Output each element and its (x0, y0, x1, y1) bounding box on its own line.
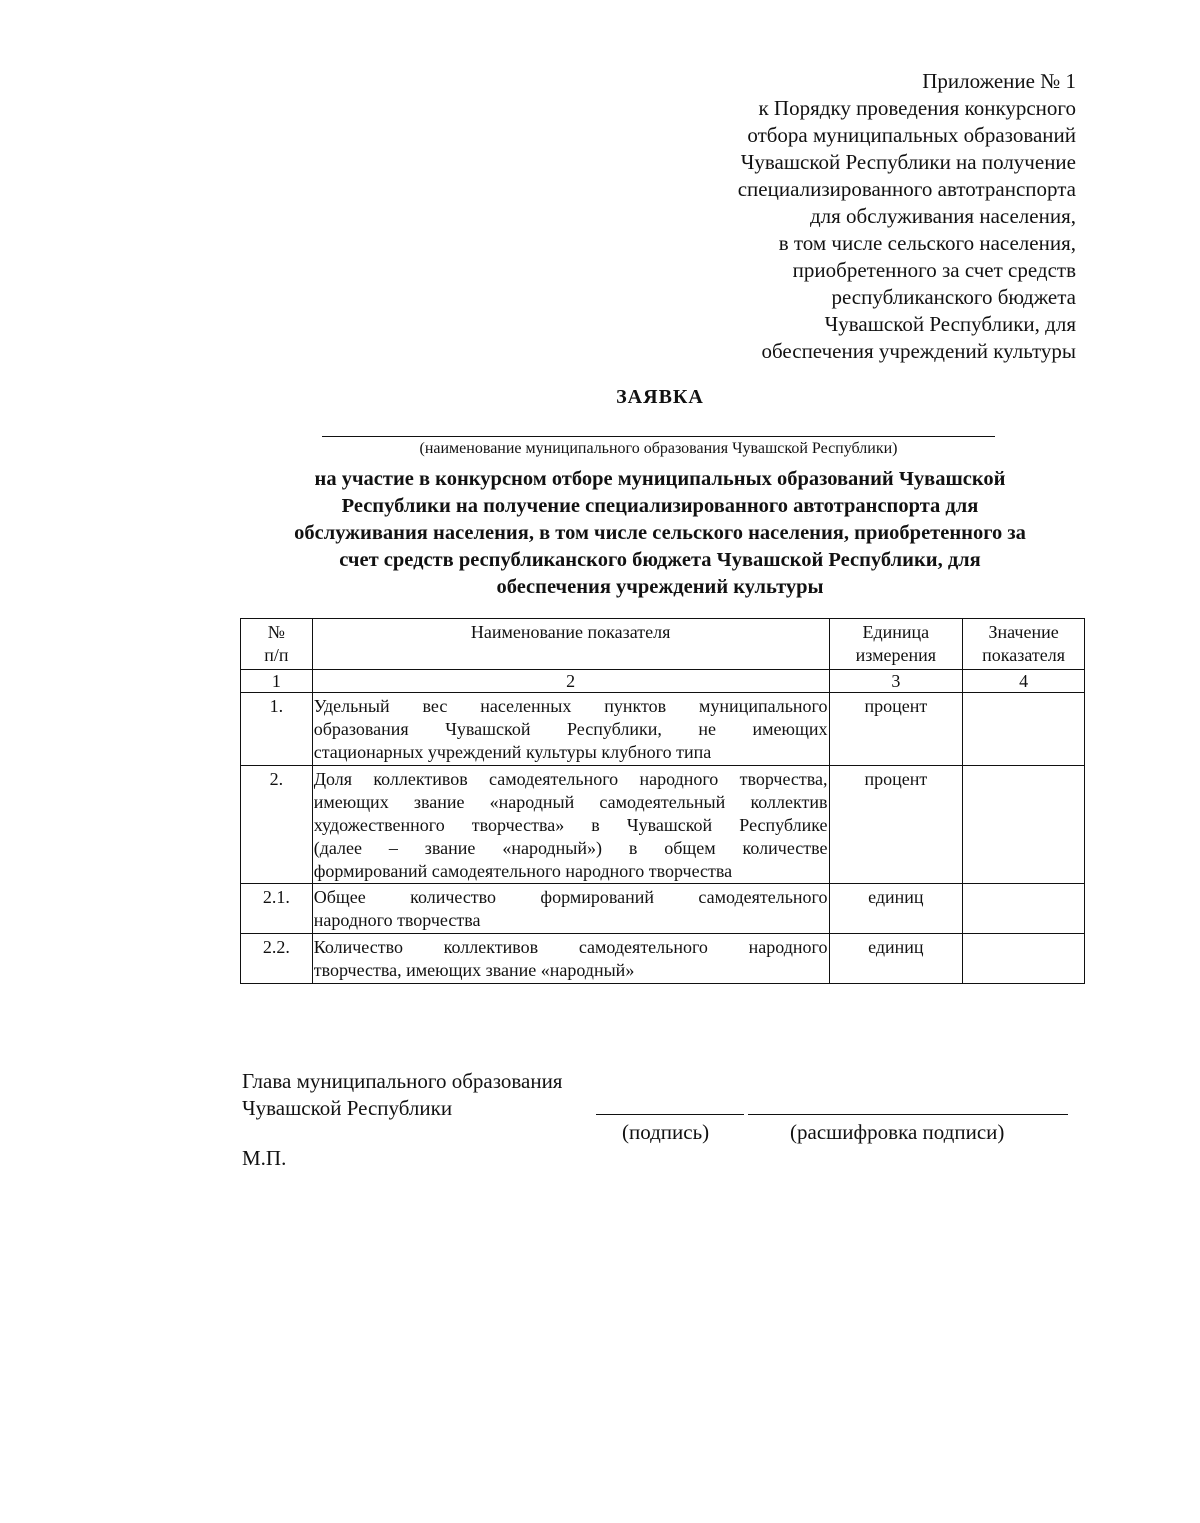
appendix-line: обеспечения учреждений культуры (761, 339, 1076, 363)
column-index: 1 (241, 670, 313, 693)
column-index: 2 (312, 670, 829, 693)
signature-decoding-field[interactable] (748, 1114, 1068, 1115)
subtitle-line: обеспечения учреждений культуры (496, 576, 824, 598)
appendix-line: Чувашской Республики на получение (740, 150, 1076, 174)
header-num-line: № (267, 622, 285, 642)
appendix-block (556, 68, 1076, 365)
header-unit-line: измерения (855, 645, 937, 665)
indicator-line: стационарных учреждений культуры клубного типа (313, 742, 712, 762)
signature-decoding-caption: (расшифровка подписи) (790, 1120, 1005, 1144)
indicator-line: Удельный вес населенных пунктов муниципального (313, 696, 828, 716)
row-number: 2. (241, 766, 313, 884)
row-unit: единиц (829, 884, 963, 934)
row-indicator-name (312, 884, 829, 934)
subtitle-line: на участие в конкурсном отборе муниципальных образований Чувашской (314, 468, 1006, 490)
row-indicator-name (312, 934, 829, 984)
row-value-input[interactable] (963, 934, 1085, 984)
appendix-line: в том числе сельского населения, (778, 231, 1076, 255)
document-title: ЗАЯВКА (616, 386, 704, 408)
table-row (241, 884, 1085, 934)
row-indicator-name (312, 693, 829, 766)
indicator-line: художественного творчества» в Чувашской Республике (313, 815, 828, 835)
municipality-name-caption: (наименование муниципального образования Чувашской Республики) (419, 440, 898, 457)
table-header-row (241, 619, 1085, 670)
row-unit: процент (829, 766, 963, 884)
header-value-line: показателя (982, 645, 1066, 665)
appendix-line: отбора муниципальных образований (747, 123, 1076, 147)
signature-field[interactable] (596, 1114, 744, 1115)
table-row (241, 693, 1085, 766)
appendix-line: Чувашской Республики, для (824, 312, 1076, 336)
header-value-line: Значение (988, 622, 1059, 642)
appendix-line: республиканского бюджета (831, 285, 1076, 309)
subtitle-line: обслуживания населения, в том числе сельского населения, приобретенного за (294, 522, 1026, 544)
appendix-line: Приложение № 1 (922, 69, 1076, 93)
appendix-line: для обслуживания населения, (809, 204, 1076, 228)
appendix-line: к Порядку проведения конкурсного (758, 96, 1076, 120)
signature-caption: (подпись) (622, 1120, 710, 1144)
indicators-table (240, 618, 1085, 984)
row-indicator-name (312, 766, 829, 884)
column-index-row (241, 670, 1085, 693)
municipality-name-field[interactable] (322, 436, 995, 437)
indicator-line: формирований самодеятельного народного творчества (313, 861, 733, 881)
row-value-input[interactable] (963, 693, 1085, 766)
header-value (963, 619, 1085, 670)
indicator-line: Количество коллективов самодеятельного народного (313, 937, 828, 957)
signatory-block (242, 1068, 562, 1122)
subtitle-line: Республики на получение специализированного автотранспорта для (341, 495, 979, 517)
indicator-line: народного творчества (313, 910, 481, 930)
row-value-input[interactable] (963, 884, 1085, 934)
header-num-line: п/п (264, 645, 289, 665)
header-unit (829, 619, 963, 670)
row-unit: единиц (829, 934, 963, 984)
row-unit: процент (829, 693, 963, 766)
signatory-title-line: Глава муниципального образования (242, 1069, 563, 1093)
row-value-input[interactable] (963, 766, 1085, 884)
signatory-title-line: Чувашской Республики (242, 1096, 453, 1120)
indicator-line: Общее количество формирований самодеятельного (313, 887, 828, 907)
row-number: 2.1. (241, 884, 313, 934)
appendix-line: приобретенного за счет средств (792, 258, 1076, 282)
column-index: 4 (963, 670, 1085, 693)
indicator-line: образования Чувашской Республики, не имеющих (313, 719, 828, 739)
stamp-place-label: М.П. (242, 1146, 287, 1170)
document-subtitle (230, 466, 1090, 601)
column-index: 3 (829, 670, 963, 693)
indicator-line: Доля коллективов самодеятельного народного творчества, (313, 769, 828, 789)
subtitle-line: счет средств республиканского бюджета Чувашской Республики, для (339, 549, 981, 571)
header-unit-line: Единица (862, 622, 930, 642)
header-num (241, 619, 313, 670)
header-name-text: Наименование показателя (470, 622, 671, 642)
indicator-line: (далее – звание «народный») в общем количестве (313, 838, 828, 858)
table-row (241, 934, 1085, 984)
indicator-line: творчества, имеющих звание «народный» (313, 960, 635, 980)
header-name (312, 619, 829, 670)
table-row (241, 766, 1085, 884)
indicator-line: имеющих звание «народный самодеятельный коллектив (313, 792, 828, 812)
row-number: 1. (241, 693, 313, 766)
row-number: 2.2. (241, 934, 313, 984)
appendix-line: специализированного автотранспорта (737, 177, 1076, 201)
